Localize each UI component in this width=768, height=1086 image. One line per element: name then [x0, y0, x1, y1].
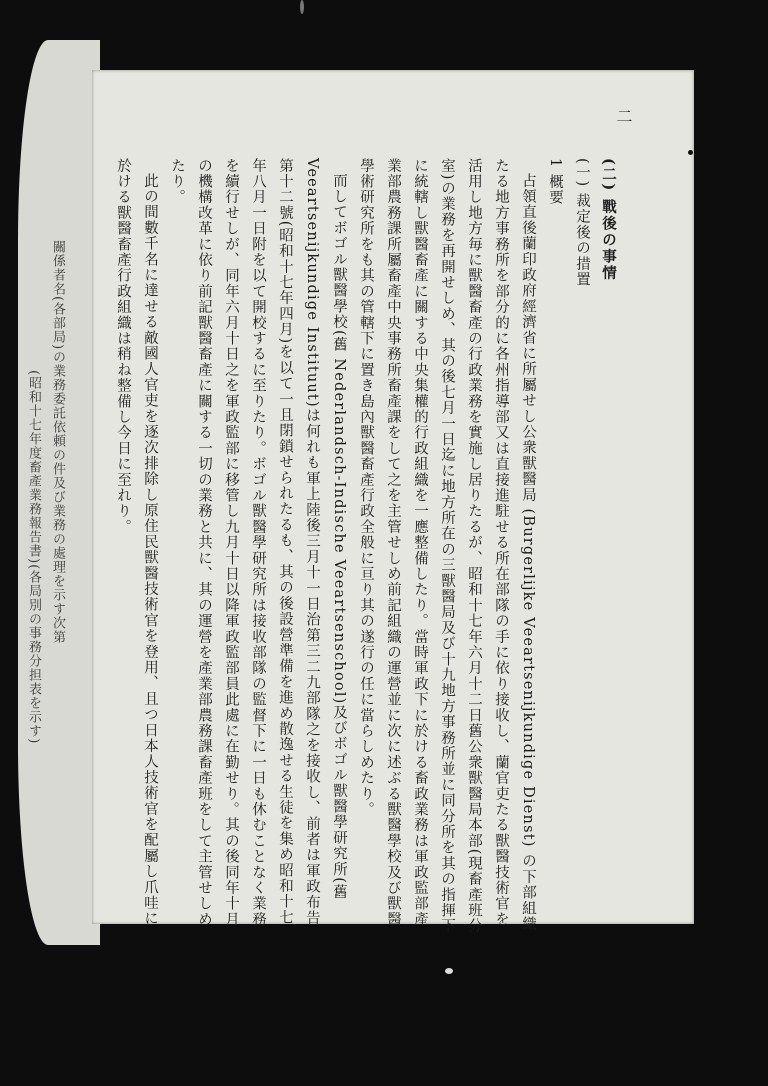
document-page: [92, 70, 694, 935]
paragraph: 此の間數千名に達せる敵國人官吏を逐次排除し原住民獸醫技術官を登用、且つ日本人技術官を配屬し爪哇に於ける獸醫畜產行政組織は稍ね整備し今日に至れり。: [115, 158, 158, 927]
dust-speck: [445, 968, 453, 974]
page-number: 二: [614, 108, 633, 124]
paragraph: 占領直後蘭印政府經濟省に所屬せし公衆獸醫局 (Burgerlijke Veeartsenijkundige Dienst) の下部組織たる地方事務所を部分的に各州指導部又は直接進駐せる所在部隊の手に依り接收し、蘭官吏たる獸醫技術官を活用し地方毎に獸醫畜產の行政業務を實施し居りたるが、昭和十七年六月十二日舊公衆獸醫局本部(現畜產班分室)の業務を再開せしめ、其の後七月一日迄に地方所在の三獸醫局及び十九地方事務所並に同分所を其の指揮下に統轄し獸醫畜產に關する中央集權的行政組織を一應整備したり。當時軍政下に於ける畜政業務は軍政監部產業部農務課所屬畜產中央事務所畜產課をして之を主管せしめ前記組織の運營並に次に述ぶる獸醫學校及び獸醫學術研究所をも其の管轄下に置き島內獸醫畜產行政全般に亘り其の遂行の任に當らしめたり。: [358, 158, 536, 935]
facing-page-column: (昭和十七年度畜產業務報告書)(各局別の事務分担表を示す): [26, 370, 41, 745]
dust-speck: [300, 0, 304, 14]
section-heading: (二) 戰後の事情: [600, 158, 617, 282]
body-text: [109, 158, 622, 938]
facing-page-edge: [18, 40, 100, 945]
facing-page-column: 關係者名(各部局)の業務委託依頼の件及び業務の處理を示す次第: [50, 240, 65, 645]
item-heading: 1 概要: [547, 158, 563, 206]
dust-speck: [688, 150, 693, 155]
subsection-heading: (一) 裁定後の措置: [574, 158, 590, 288]
paragraph: 而してボゴル獸醫學校(舊 Nederlandsch-Indische Veeartsenschool)及びボゴル獸醫學研究所(舊 Veeartsenijkundige Instituut)は何れも軍上陸後三月十一日治第三二九部隊之を接收し、前者は軍政布告第十二號(昭和十七年四月)を以て一且閉鎖せられたるも、其の後設營準備を進め散逸せる生徒を集め昭和十七年八月一日附を以て開校するに至りたり。ボゴル獸醫學研究所は接收部隊の監督下に一日も休むことなく業務を續行せしが、同年六月十日之を軍政監部に移管し九月十日以降軍政監部員此處に在勤せり。其の後同年十月の機構改革に依り前記獸醫畜產に關する一切の業務と共に、其の運營を產業部農務課畜產班をして主管せしめたり。: [169, 158, 347, 928]
